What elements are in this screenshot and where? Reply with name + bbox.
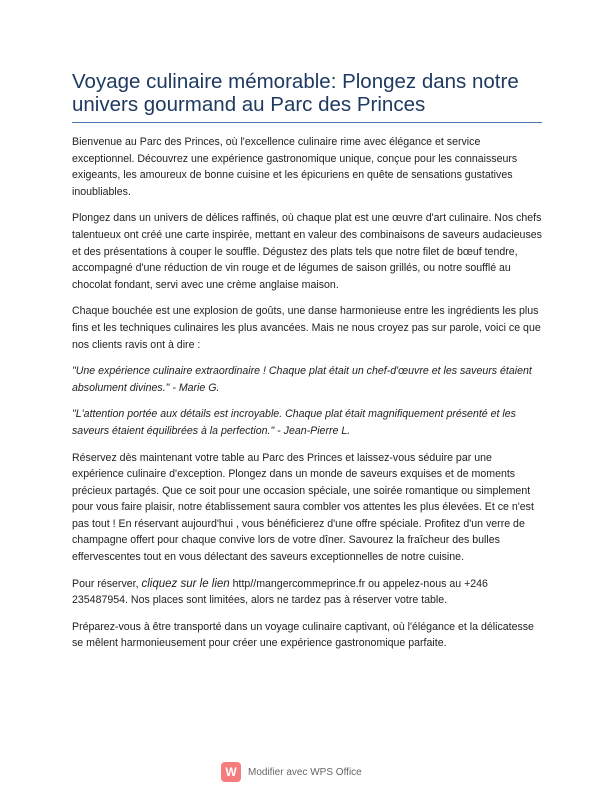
text: http//mangercommeprince.fr ou appelez-nous au +246 235487954. Nos places sont limitées, alors ne tardez pas à réserver votre table. xyxy=(72,577,488,607)
paragraph-intro xyxy=(72,134,542,200)
wps-edit-label[interactable]: Modifier avec WPS Office xyxy=(248,766,362,778)
wps-logo-icon: W xyxy=(221,762,241,782)
booking-link[interactable]: cliquez sur le lien xyxy=(141,577,230,590)
paragraph-menu: Plongez dans un univers de délices raffinés, où chaque plat est une œuvre d'art culinaire. Nos chefs talentueux ont créé une carte inspirée, mettant en valeur des combinaisons de saveurs audacieuses et des présentations à couper le souffle. Dégustez des plats tels que notre filet de bœuf tendre, accompagné d'une réduction de vin rouge et de légumes de saison grillés, ou notre soufflé au chocolat fondant, servi avec une crème anglaise maison. xyxy=(72,212,542,291)
text: Pour réserver, xyxy=(72,577,142,590)
text: , où l'excellence culinaire rime avec élégance et service exceptionnel. Découvrez une expérience gastronomique unique, conçue pour les connaisseurs exigeants, les amoureux de bonne cuisine et les épicuriens en quête de sensations gustatives inoubliables. xyxy=(72,136,518,198)
paragraph-booking xyxy=(72,576,542,609)
quote-1 xyxy=(72,363,542,396)
venue-name: Parc des Princes xyxy=(262,451,343,464)
title-part-1: Voyage culinaire mémorable xyxy=(72,70,331,93)
paragraph-closing: Préparez-vous à être transporté dans un voyage culinaire captivant, où l'élégance et la délicatesse se mêlent harmonieusement pour créer une expérience gastronomique parfaite. xyxy=(72,620,534,650)
quote-2 xyxy=(72,406,542,439)
title-part-2: : Plongez dans notre univers gourmand au Parc des Princes xyxy=(72,70,519,116)
text: Bienvenue au xyxy=(72,136,140,148)
quote-author: Marie G. xyxy=(178,381,220,394)
quote-text: "Une expérience culinaire extraordinaire ! Chaque plat était un chef-d'œuvre et les saveurs étaient absolument divines." - xyxy=(72,365,532,394)
wps-edit-banner[interactable] xyxy=(221,762,362,782)
paragraph-reservation-offer xyxy=(72,450,542,566)
paragraph-reviews-intro: Chaque bouchée est une explosion de goûts, une danse harmonieuse entre les ingrédients les plus fins et les techniques culinaires les plus avancées. Mais ne nous croyez pas sur parole, voici ce que nos clients ravis ont à dire : xyxy=(72,305,541,351)
text: Réservez dès maintenant votre table au xyxy=(72,451,263,464)
document-page xyxy=(72,70,542,662)
venue-name: Parc des Princes xyxy=(139,136,220,148)
quote-author: Jean-Pierre L. xyxy=(283,424,351,437)
document-title xyxy=(72,70,542,123)
quote-text: "L'attention portée aux détails est incroyable. Chaque plat était magnifiquement présenté et les saveurs étaient équilibrées à la perfection." - xyxy=(72,408,516,437)
text: et laissez-vous séduire par une expérience culinaire d'exception. Plongez dans un monde de saveurs exquises et de moments précieux partagés. Que ce soit pour une occasion spéciale, une soirée romantique ou simplement pour vous faire plaisir, notre établissement saura combler vos attentes les plus élevées. Et ce n'est pas tout ! En réservant aujourd'hui , vous bénéficierez d'une offre spéciale. Profitez d'un verre de champagne offert pour chaque convive lors de votre dîner. Savourez la fraîcheur des bulles effervescentes tout en vous délectant des saveurs exceptionnelles de notre cuisine. xyxy=(72,451,534,564)
